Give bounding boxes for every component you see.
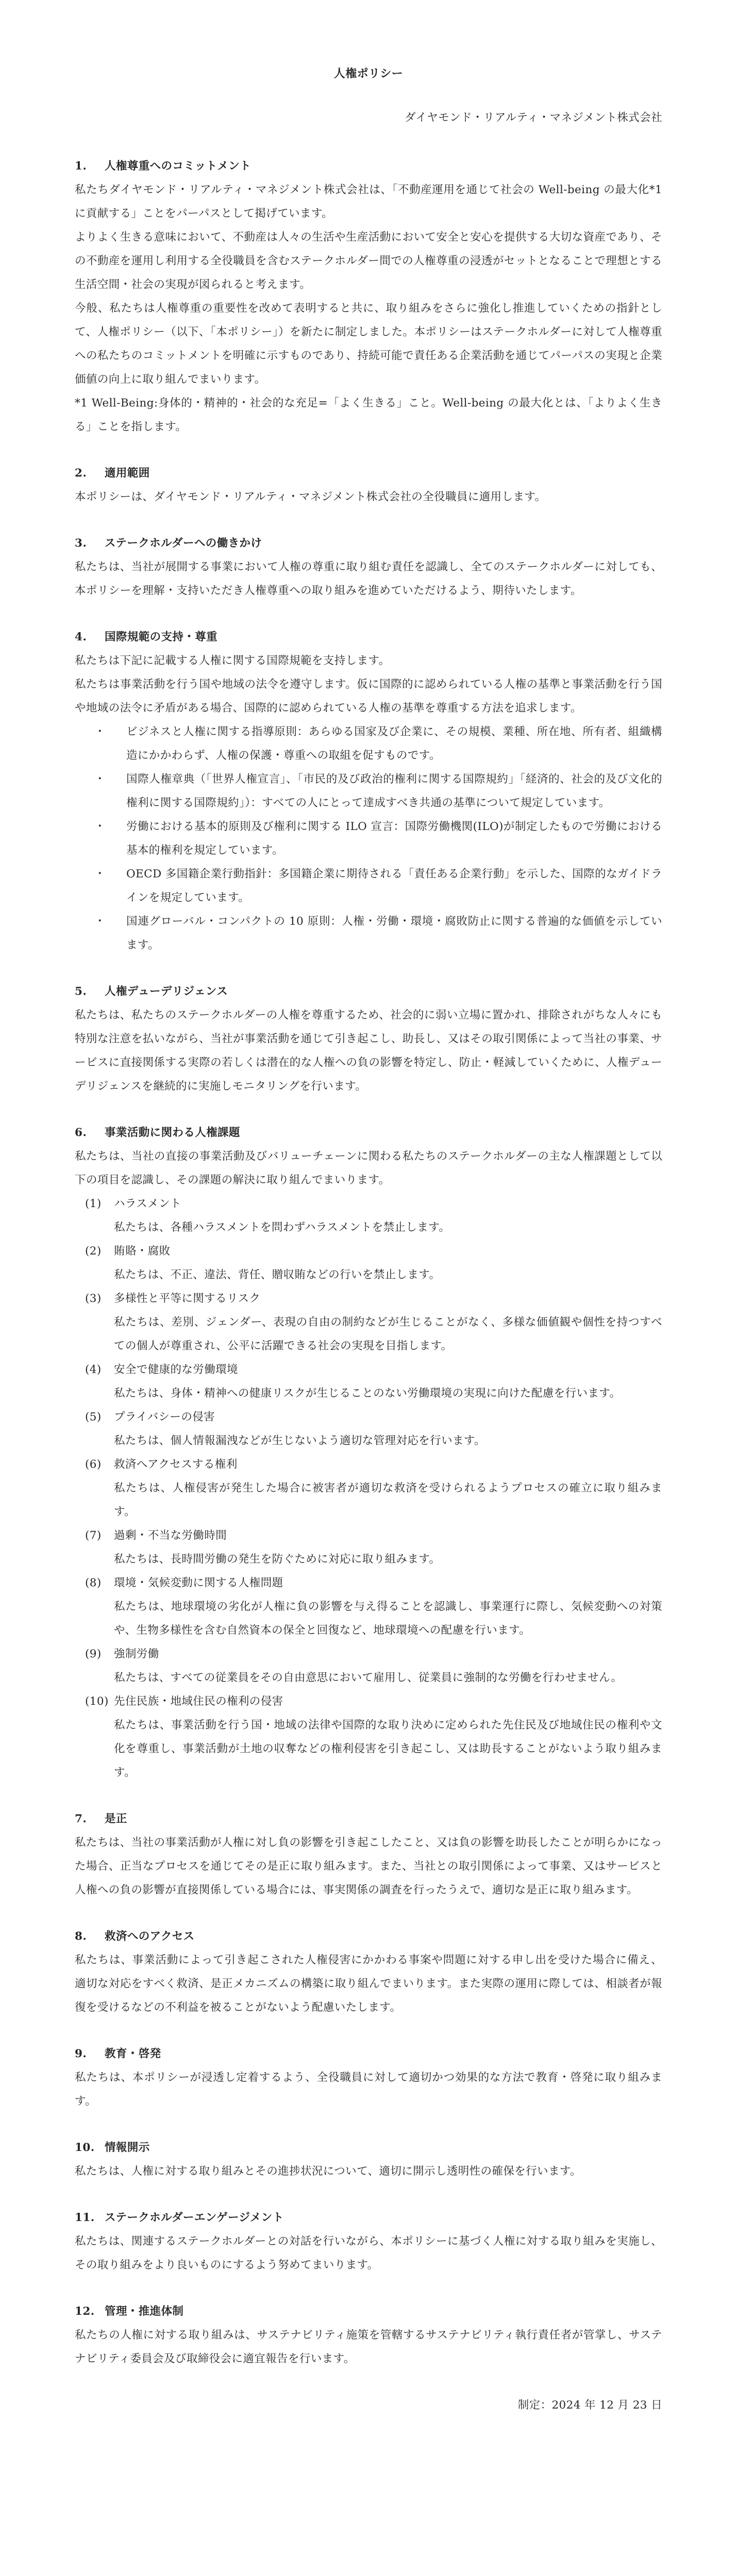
issue-title: 過剰・不当な労働時間 bbox=[114, 1529, 227, 1542]
issue-title: プライバシーの侵害 bbox=[114, 1411, 215, 1423]
paragraph: 私たちは、当社の事業活動が人権に対し負の影響を引き起こしたこと、又は負の影響を助長したことが明らかになった場合、正当なプロセスを通じてその是正に取り組みます。また、当社との取引関係によって事業、又はサービスと人権への負の影響が直接関係している場合には、事実関係の調査を行ったうえで、適切な是正に取り組みます。 bbox=[75, 1836, 662, 1896]
issue-title: 賄賂・腐敗 bbox=[114, 1245, 171, 1258]
issue-number: (9) bbox=[85, 1648, 102, 1660]
section-number: 1. bbox=[75, 160, 87, 173]
section-engagement bbox=[75, 2206, 662, 2277]
section-heading: 管理・推進体制 bbox=[105, 2305, 184, 2318]
section-disclosure bbox=[75, 2136, 662, 2183]
section-heading: 適用範囲 bbox=[105, 467, 150, 480]
section-title bbox=[75, 2042, 662, 2066]
paragraph: 私たちは事業活動を行う国や地域の法令を遵守します。仮に国際的に認められている人権の基準と事業活動を行う国や地域の法令に矛盾がある場合、国際的に認められている人権の基準を尊重する方法を追求します。 bbox=[75, 678, 662, 715]
issue-number: (4) bbox=[85, 1363, 102, 1376]
section-heading: 情報開示 bbox=[105, 2141, 150, 2154]
issue-item bbox=[75, 1358, 662, 1405]
section-number: 6. bbox=[75, 1126, 87, 1139]
paragraph: 私たちは、人権に対する取り組みとその進捗状況について、適切に開示し透明性の確保を行います。 bbox=[75, 2165, 581, 2178]
section-title bbox=[75, 625, 662, 649]
section-number: 9. bbox=[75, 2047, 87, 2060]
section-remediation bbox=[75, 1807, 662, 1902]
issue-body: 私たちは、人権侵害が発生した場合に被害者が適切な救済を受けられるようプロセスの確立に取り組みます。 bbox=[114, 1482, 662, 1518]
issue-title: ハラスメント bbox=[114, 1197, 181, 1210]
issue-body: 私たちは、事業活動を行う国・地域の法律や国際的な取り決めに定められた先住民及び地域住民の権利や文化を尊重し、事業活動が土地の収奪などの権利侵害を引き起こし、又は助長することがないよう取り組みます。 bbox=[114, 1719, 662, 1779]
section-title bbox=[75, 462, 662, 485]
issue-title: 安全で健康的な労働環境 bbox=[114, 1363, 238, 1376]
section-title bbox=[75, 980, 662, 1004]
list-item bbox=[94, 910, 662, 957]
paragraph: よりよく生きる意味において、不動産は人々の生活や生産活動において安全と安心を提供する大切な資産であり、その不動産を運用し利用する全役職員を含むステークホルダー間での人権尊重の浸透がセットとなることで理想とする生活空間・社会の実現が図られると考えます。 bbox=[75, 231, 662, 291]
issue-number: (2) bbox=[85, 1245, 102, 1258]
issue-number: (1) bbox=[85, 1197, 102, 1210]
issue-number: (5) bbox=[85, 1411, 102, 1423]
issue-item bbox=[75, 1524, 662, 1571]
issue-number: (6) bbox=[85, 1458, 102, 1471]
issue-item bbox=[75, 1240, 662, 1287]
issue-number: (10) bbox=[85, 1695, 109, 1708]
section-governance bbox=[75, 2300, 662, 2371]
bullet-mark: ・ bbox=[94, 915, 106, 928]
bullet-mark: ・ bbox=[94, 820, 106, 833]
section-title bbox=[75, 2300, 662, 2324]
list-item bbox=[94, 862, 662, 910]
paragraph: 今般、私たちは人権尊重の重要性を改めて表明すると共に、取り組みをさらに強化し推進していくための指針として、人権ポリシー（以下、「本ポリシー」）を新たに制定しました。本ポリシーはステークホルダーに対して人権尊重への私たちのコミットメントを明確に示すものであり、持続可能で責任ある企業活動を通じてパーパスの実現と企業価値の向上に取り組んでまいります。 bbox=[75, 302, 662, 386]
bullet-mark: ・ bbox=[94, 725, 106, 738]
list-item bbox=[94, 768, 662, 815]
document-title: 人権ポリシー bbox=[333, 67, 404, 80]
list-item-text: 労働における基本的原則及び権利に関する ILO 宣言：国際労働機関(ILO)が制定したもので労働における基本的権利を規定しています。 bbox=[126, 820, 662, 857]
section-title bbox=[75, 1925, 662, 1948]
paragraph: 私たちは、私たちのステークホルダーの人権を尊重するため、社会的に弱い立場に置かれ、排除されがちな人々にも特別な注意を払いながら、当社が事業活動を通じて引き起こし、助長し、又はその取引関係によって当社の事業、サービスに直接関係する実際の若しくは潜在的な人権への負の影響を特定し、防止・軽減していくために、人権デューデリジェンスを継続的に実施しモニタリングを行います。 bbox=[75, 1009, 662, 1093]
section-heading: 人権尊重へのコミットメント bbox=[105, 160, 252, 173]
issue-body: 私たちは、各種ハラスメントを問わずハラスメントを禁止します。 bbox=[114, 1221, 450, 1234]
section-number: 8. bbox=[75, 1930, 87, 1943]
section-human-rights-issues bbox=[75, 1121, 662, 1785]
issue-item bbox=[75, 1690, 662, 1785]
established-date: 制定：2024 年 12 月 23 日 bbox=[517, 2399, 662, 2412]
issue-body: 私たちは、差別、ジェンダー、表現の自由の制約などが生じることがなく、多様な価値観や個性を持つすべての個人が尊重され、公平に活躍できる社会の実現を目指します。 bbox=[114, 1316, 662, 1352]
section-access-to-remedy bbox=[75, 1925, 662, 2020]
issue-number: (7) bbox=[85, 1529, 102, 1542]
section-heading: 事業活動に関わる人権課題 bbox=[105, 1126, 240, 1139]
issue-item bbox=[75, 1192, 662, 1240]
section-number: 3. bbox=[75, 537, 87, 550]
bullet-mark: ・ bbox=[94, 773, 106, 786]
norms-list bbox=[75, 720, 662, 957]
section-scope bbox=[75, 462, 662, 509]
policy-document bbox=[75, 0, 662, 2417]
issue-item bbox=[75, 1571, 662, 1642]
section-number: 10. bbox=[75, 2141, 95, 2154]
issue-item bbox=[75, 1453, 662, 1524]
section-number: 11. bbox=[75, 2211, 95, 2224]
issue-body: 私たちは、身体・精神への健康リスクが生じることのない労働環境の実現に向けた配慮を行います。 bbox=[114, 1387, 621, 1400]
issue-title: 多様性と平等に関するリスク bbox=[114, 1292, 261, 1305]
issue-body: 私たちは、長時間労働の発生を防ぐために対応に取り組みます。 bbox=[114, 1553, 441, 1566]
section-heading: 人権デューデリジェンス bbox=[105, 985, 228, 998]
section-stakeholder-outreach bbox=[75, 532, 662, 603]
list-item bbox=[94, 815, 662, 862]
section-title bbox=[75, 2136, 662, 2160]
footnote: *1 Well-Being:身体的・精神的・社会的な充足=「よく生きる」こと。Well-being の最大化とは、「よりよく生きる」ことを指します。 bbox=[75, 397, 662, 433]
section-heading: ステークホルダーへの働きかけ bbox=[105, 537, 262, 550]
paragraph: 本ポリシーは、ダイヤモンド・リアルティ・マネジメント株式会社の全役職員に適用します。 bbox=[75, 490, 546, 503]
issue-title: 環境・気候変動に関する人権問題 bbox=[114, 1577, 283, 1589]
section-title bbox=[75, 2206, 662, 2230]
bullet-mark: ・ bbox=[94, 868, 106, 880]
list-item-text: 国際人権章典（「世界人権宣言」、「市民的及び政治的権利に関する国際規約」「経済的、社会的及び文化的権利に関する国際規約」）：すべての人にとって達成すべき共通の基準について規定しています。 bbox=[126, 773, 662, 809]
issue-number: (3) bbox=[85, 1292, 102, 1305]
issue-title: 強制労働 bbox=[114, 1648, 159, 1660]
section-heading: 救済へのアクセス bbox=[105, 1930, 195, 1943]
section-title bbox=[75, 155, 662, 178]
list-item-text: ビジネスと人権に関する指導原則：あらゆる国家及び企業に、その規模、業種、所在地、所有者、組織構造にかかわらず、人権の保護・尊重への取組を促すものです。 bbox=[126, 725, 662, 762]
paragraph: 私たちは、本ポリシーが浸透し定着するよう、全役職員に対して適切かつ効果的な方法で教育・啓発に取り組みます。 bbox=[75, 2071, 662, 2108]
section-number: 7. bbox=[75, 1812, 87, 1825]
issue-title: 先住民族・地域住民の権利の侵害 bbox=[114, 1695, 283, 1708]
issue-body: 私たちは、個人情報漏洩などが生じないよう適切な管理対応を行います。 bbox=[114, 1434, 485, 1447]
paragraph: 私たちの人権に対する取り組みは、サステナビリティ施策を管轄するサステナビリティ執行責任者が管掌し、サステナビリティ委員会及び取締役会に適宜報告を行います。 bbox=[75, 2329, 662, 2365]
section-heading: ステークホルダーエンゲージメント bbox=[105, 2211, 284, 2224]
issue-number: (8) bbox=[85, 1577, 102, 1589]
section-heading: 教育・啓発 bbox=[105, 2047, 161, 2060]
paragraph: 私たちは下記に記載する人権に関する国際規範を支持します。 bbox=[75, 654, 390, 667]
issue-item bbox=[75, 1642, 662, 1690]
section-commitment bbox=[75, 155, 662, 439]
section-due-diligence bbox=[75, 980, 662, 1098]
paragraph: 私たちは、関連するステークホルダーとの対話を行いながら、本ポリシーに基づく人権に対する取り組みを実施し、その取り組みをより良いものにするよう努めてまいります。 bbox=[75, 2235, 662, 2272]
issue-title: 救済へアクセスする権利 bbox=[114, 1458, 238, 1471]
paragraph: 私たちは、当社の直接の事業活動及びバリューチェーンに関わる私たちのステークホルダーの主な人権課題として以下の項目を認識し、その課題の解決に取り組んでまいります。 bbox=[75, 1150, 662, 1187]
paragraph: 私たちは、当社が展開する事業において人権の尊重に取り組む責任を認識し、全てのステークホルダーに対しても、本ポリシーを理解・支持いただき人権尊重への取り組みを進めていただけるよう、期待いたします。 bbox=[75, 561, 662, 597]
issue-item bbox=[75, 1405, 662, 1453]
section-number: 12. bbox=[75, 2305, 95, 2318]
section-education bbox=[75, 2042, 662, 2113]
list-item-text: 国連グローバル・コンパクトの 10 原則：人権・労働・環境・腐敗防止に関する普遍的な価値を示しています。 bbox=[126, 915, 662, 952]
issue-body: 私たちは、不正、違法、背任、贈収賄などの行いを禁止します。 bbox=[114, 1268, 441, 1281]
paragraph: 私たちダイヤモンド・リアルティ・マネジメント株式会社は、「不動産運用を通じて社会の Well-being の最大化*1 に貢献する」ことをパーパスとして掲げています。 bbox=[75, 183, 662, 220]
section-number: 4. bbox=[75, 631, 87, 643]
company-name: ダイヤモンド・リアルティ・マネジメント株式会社 bbox=[404, 111, 662, 124]
section-title bbox=[75, 532, 662, 555]
section-international-norms bbox=[75, 625, 662, 957]
issue-body: 私たちは、すべての従業員をその自由意思において雇用し、従業員に強制的な労働を行わせません。 bbox=[114, 1671, 623, 1684]
paragraph: 私たちは、事業活動によって引き起こされた人権侵害にかかわる事案や問題に対する申し出を受けた場合に備え、適切な対応をすべく救済、是正メカニズムの構築に取り組んでまいります。また実際の運用に際しては、相談者が報復を受けるなどの不利益を被ることがないよう配慮いたします。 bbox=[75, 1954, 662, 2014]
section-number: 2. bbox=[75, 467, 87, 480]
issue-item bbox=[75, 1287, 662, 1358]
section-heading: 国際規範の支持・尊重 bbox=[105, 631, 218, 643]
section-heading: 是正 bbox=[105, 1812, 127, 1825]
section-title bbox=[75, 1121, 662, 1145]
section-number: 5. bbox=[75, 985, 87, 998]
list-item-text: OECD 多国籍企業行動指針：多国籍企業に期待される「責任ある企業行動」を示した、国際的なガイドラインを規定しています。 bbox=[126, 868, 662, 904]
section-title bbox=[75, 1807, 662, 1831]
issue-body: 私たちは、地球環境の劣化が人権に負の影響を与え得ることを認識し、事業運行に際し、気候変動への対策や、生物多様性を含む自然資本の保全と回復など、地球環境への配慮を行います。 bbox=[114, 1600, 662, 1637]
list-item bbox=[94, 720, 662, 768]
